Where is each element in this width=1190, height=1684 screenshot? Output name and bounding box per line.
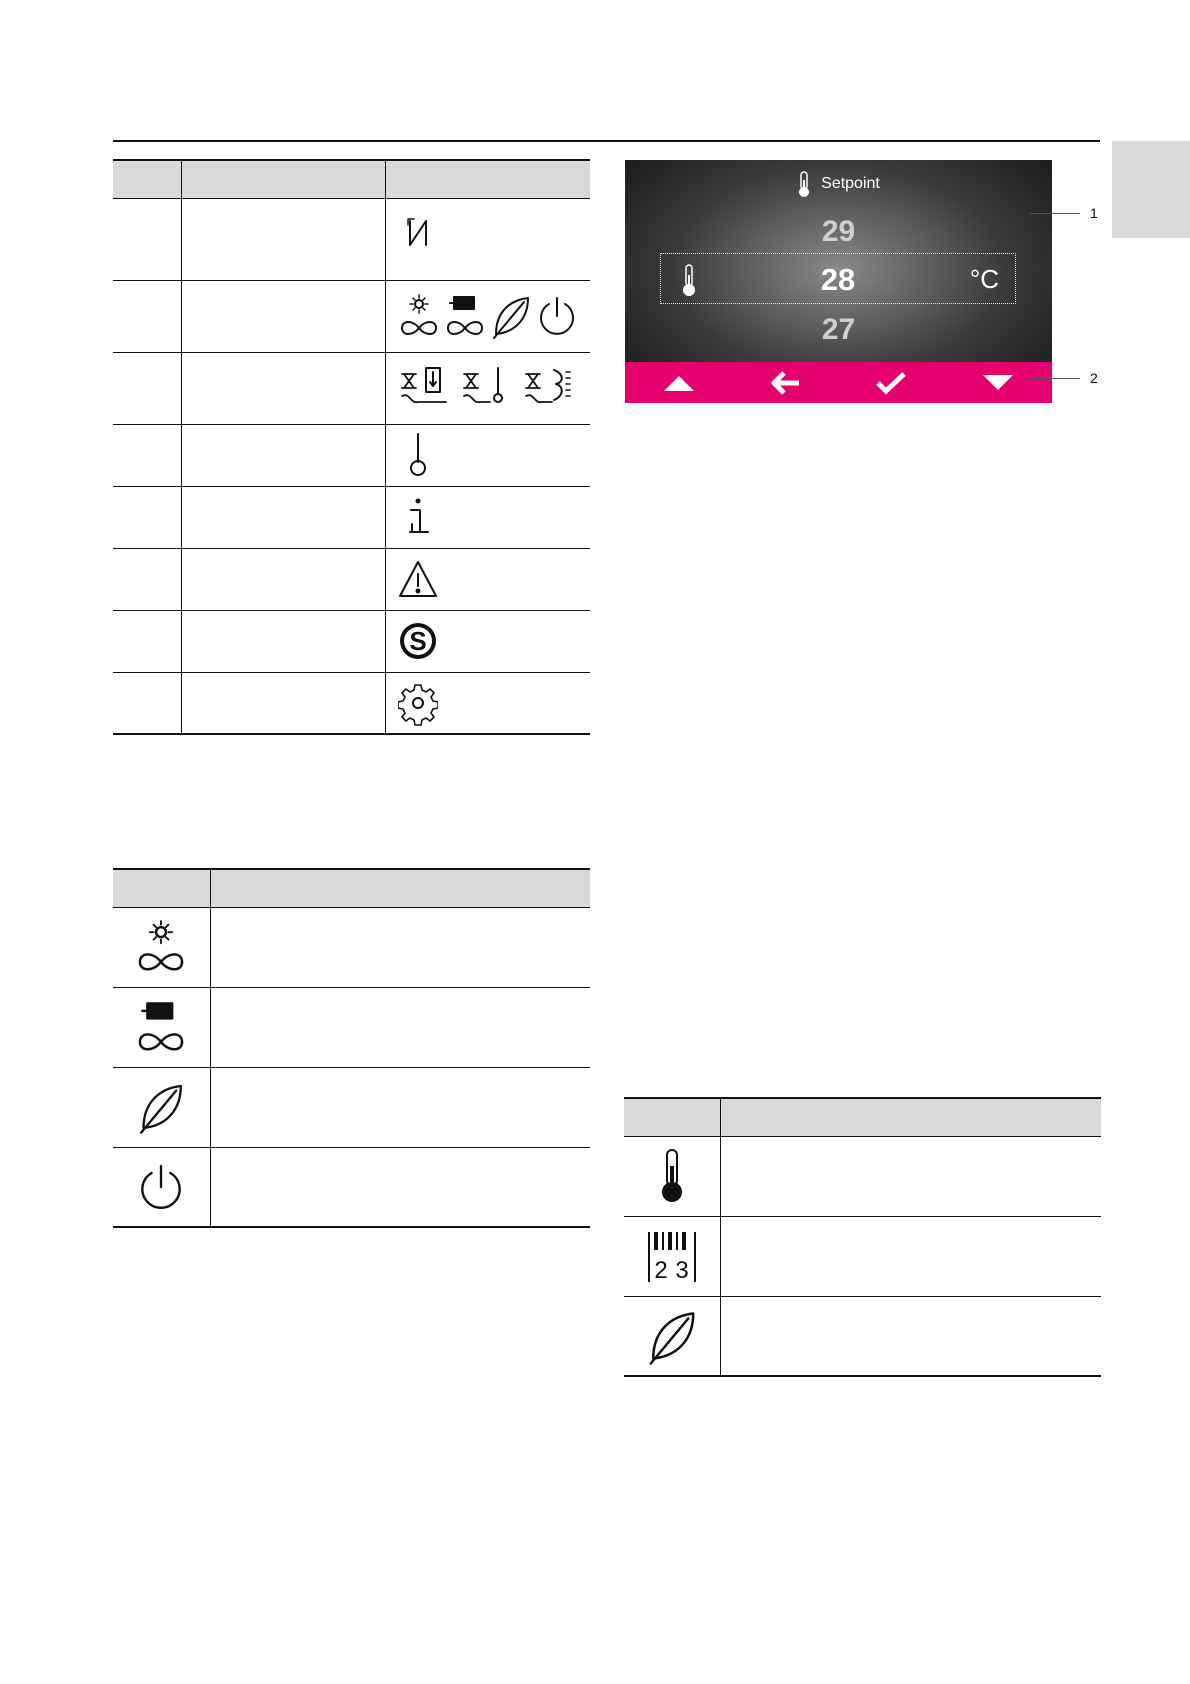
eco-leaf-icon [643,1306,701,1366]
table-row [624,1136,1101,1216]
comfort-boost-icon [444,292,486,340]
eco-leaf-icon [490,292,532,340]
table-row [113,1067,590,1147]
table-header-cell [113,160,181,198]
back-arrow-icon[interactable] [770,370,802,396]
up-arrow-icon[interactable] [662,373,696,393]
eco-leaf-icon [135,1079,187,1135]
table-row [113,486,590,548]
table-header-cell [181,160,385,198]
thermometer-icon [797,170,811,198]
probe-defrost-icon [460,364,512,412]
nfc-icon [398,213,438,253]
table-header-cell [720,1098,1101,1136]
barcode-icon [642,1226,702,1286]
screen-button-bar [625,362,1052,403]
down-arrow-icon[interactable] [981,373,1015,393]
settings-gear-icon [398,678,438,728]
table-row [624,1296,1101,1376]
table-row [113,610,590,672]
selected-value: 28 [820,262,856,297]
thermometer-icon [657,1146,687,1206]
temperature-probe-icon [398,430,438,480]
svg-text:S: S [408,626,427,656]
table-header-cell [385,160,590,198]
table-row [624,1216,1101,1296]
table-row [113,198,590,280]
comfort-boost-icon [135,997,187,1057]
heat-exchanger-defrost-icon [398,364,450,412]
callout-line-1 [1030,213,1080,214]
display-icons-table [624,1097,1101,1377]
comfort-mode-icon [135,917,187,977]
table-row [113,424,590,486]
screen-title-text: Setpoint [821,175,880,192]
chapter-tab [1112,141,1190,238]
warning-icon [398,554,438,604]
callout-1: 1 [1090,205,1098,221]
svg-text:3: 3 [675,1257,689,1284]
comfort-mode-icon [398,292,440,340]
callout-line-2 [1030,378,1080,379]
selected-value-box[interactable] [660,253,1016,304]
table-row [113,672,590,734]
callout-2: 2 [1090,370,1098,386]
power-icon [135,1159,187,1215]
table-header-cell [210,869,590,907]
table-header-cell [113,869,210,907]
service-icon [398,616,438,666]
check-icon[interactable] [875,370,907,396]
symbols-table [113,159,590,735]
operating-modes-table [113,868,590,1228]
power-icon [536,292,578,340]
svg-text:2: 2 [654,1257,668,1284]
table-row [113,907,590,987]
coil-defrost-icon [522,364,574,412]
table-row [113,280,590,352]
info-icon [398,492,438,542]
value-below[interactable]: 27 [821,313,856,346]
table-row [113,352,590,424]
unit-label: °C [969,264,999,294]
table-row [113,548,590,610]
table-row [113,987,590,1067]
value-above[interactable]: 29 [821,215,856,248]
thermostat-display [625,160,1052,403]
table-header-cell [624,1098,720,1136]
screen-title [625,170,1052,198]
table-row [113,1147,590,1227]
header-rule [113,140,1100,142]
